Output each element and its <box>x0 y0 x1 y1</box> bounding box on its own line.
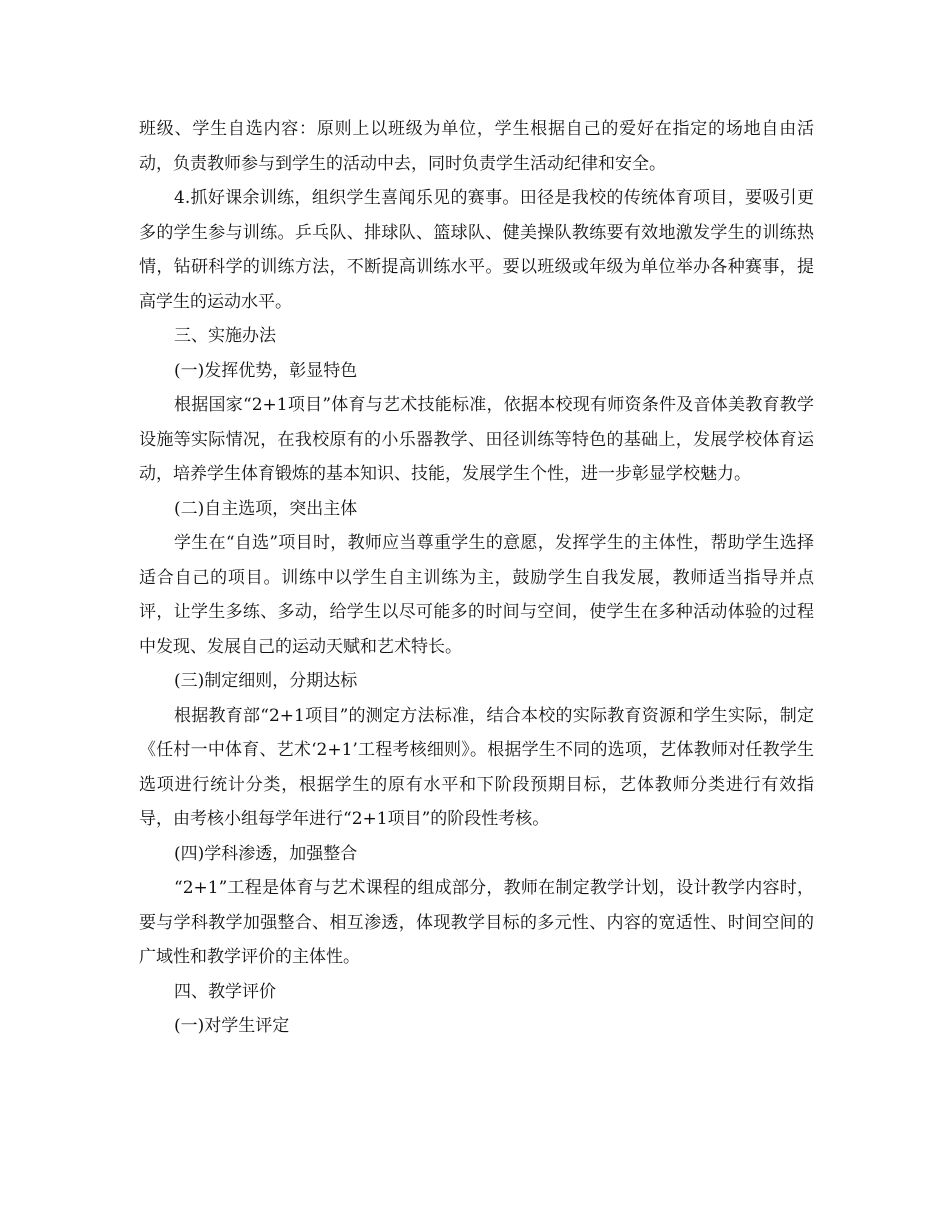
document-body <box>139 112 814 1044</box>
paragraph-after-school-training: 4.抓好课余训练，组织学生喜闻乐见的赛事。田径是我校的传统体育项目，要吸引更多的学生参与训练。乒乓队、排球队、篮球队、健美操队教练要有效地激发学生的训练热情，钻研科学的训练方法，不断提高训练水平。要以班级或年级为单位举办各种赛事，提高学生的运动水平。 <box>139 188 814 312</box>
paragraph-integration: “2+1”工程是体育与艺术课程的组成部分，教师在制定教学计划，设计教学内容时，要与学科教学加强整合、相互渗透，体现教学目标的多元性、内容的宽适性、时间空间的广域性和教学评价的主体性。 <box>139 878 814 967</box>
subheading-integration: (四)学科渗透，加强整合 <box>174 843 358 864</box>
paragraph-class-self-select: 班级、学生自选内容：原则上以班级为单位，学生根据自己的爱好在指定的场地自由活动，负责教师参与到学生的活动中去，同时负责学生活动纪律和安全。 <box>139 119 814 174</box>
subheading-student-assessment: (一)对学生评定 <box>174 1016 290 1036</box>
subheading-rules: (三)制定细则，分期达标 <box>174 671 358 691</box>
paragraph-self-selection: 学生在“自选”项目时，教师应当尊重学生的意愿，发挥学生的主体性，帮助学生选择适合自己的项目。训练中以学生自主训练为主，鼓励学生自我发展，教师适当指导并点评，让学生多练、多动，给学生以尽可能多的时间与空间，使学生在多种活动体验的过程中发现、发展自己的运动天赋和艺术特长。 <box>139 533 814 657</box>
paragraph-rules: 根据教育部“2+1项目”的测定方法标准，结合本校的实际教育资源和学生实际，制定《任村一中体育、艺术‘2+1’工程考核细则》。根据学生不同的选项，艺体教师对任教学生选项进行统计分类，根据学生的原有水平和下阶段预期目标，艺体教师分类进行有效指导，由考核小组每学年进行“2+1项目”的阶段性考核。 <box>139 705 814 829</box>
subheading-advantages: (一)发挥优势，彰显特色 <box>174 360 358 381</box>
paragraph-advantages: 根据国家“2+1项目”体育与艺术技能标准，依据本校现有师资条件及音体美教育教学设施等实际情况，在我校原有的小乐器教学、田径训练等特色的基础上，发展学校体育运动，培养学生体育锻炼的基本知识、技能，发展学生个性，进一步彰显学校魅力。 <box>139 395 814 484</box>
section-heading-implementation: 三、实施办法 <box>174 326 276 346</box>
subheading-self-selection: (二)自主选项，突出主体 <box>174 498 358 519</box>
section-heading-evaluation: 四、教学评价 <box>174 981 276 1002</box>
